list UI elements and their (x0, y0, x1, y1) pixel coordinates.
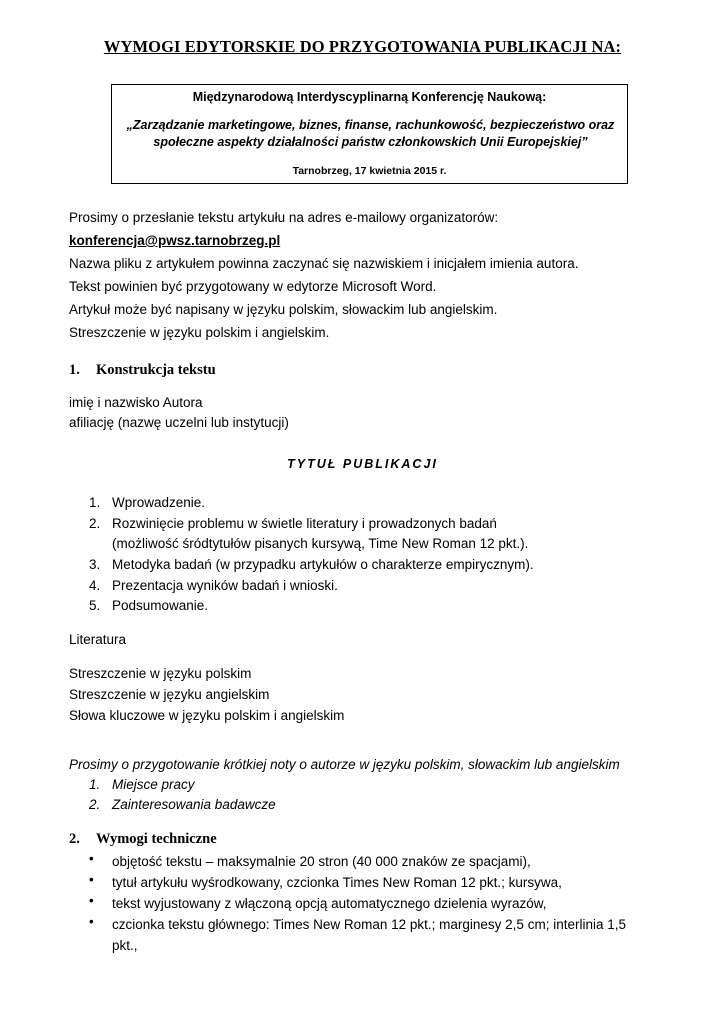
contact-email-link[interactable]: konferencja@pwsz.tarnobrzeg.pl (69, 233, 281, 248)
keywords-line: Słowa kluczowe w języku polskim i angielskim (69, 708, 345, 723)
list-item: 1. Miejsce pracy (89, 777, 195, 792)
list-item: 4. Prezentacja wyników badań i wnioski. (89, 578, 338, 593)
bullet-icon: • (89, 872, 94, 887)
section-2-heading (69, 831, 217, 848)
list-item: 1. Wprowadzenie. (89, 495, 206, 510)
summary-english-line: Streszczenie w języku angielskim (69, 687, 270, 702)
author-note-request: Prosimy o przygotowanie krótkiej noty o autorze w języku polskim, słowackim lub angielskim (69, 757, 620, 772)
intro-filename-rule: Nazwa pliku z artykułem powinna zaczynać się nazwiskiem i inicjałem imienia autora. (69, 256, 579, 271)
conference-box (111, 84, 628, 184)
list-item: 2. Zainteresowania badawcze (89, 797, 276, 812)
list-item: 2. Rozwinięcie problemu w świetle literatury i prowadzonych badań (89, 516, 497, 531)
conference-name: Międzynarodową Interdyscyplinarną Konferencję Naukową: (192, 90, 547, 104)
list-item: 5. Podsumowanie. (89, 598, 209, 613)
list-item: 3. Metodyka badań (w przypadku artykułów o charakterze empirycznym). (89, 557, 534, 572)
conference-topic: „Zarządzanie marketingowe, biznes, finanse, rachunkowość, bezpieczeństwo oraz społeczne aspekty działalności państw członkowskich Unii Europejskiej” (126, 118, 615, 149)
document-page: WYMOGI EDYTORSKIE DO PRZYGOTOWANIA PUBLIKACJI NA: Międzynarodową Interdyscyplinarną Konferencję Naukową: „Zarządzanie marketingowe, biznes, finanse, rachunkowość, bezpieczeństwo oraz społeczne aspekty działalności państw członkowskich Unii Europejskiej” Tarnobrzeg, 17 kwietnia 2015 r. Prosimy o przesłanie tekstu artykułu na adres e-mailowy organizatorów: konferencja@pwsz.tarnobrzeg.pl Nazwa pliku z artykułem powinna zaczynać się nazwiskiem i inicjałem imienia autora. Tekst powinien być przygotowany w edytorze Microsoft Word. Artykuł może być napisany w języku polskim, słowackim lub angielskim. Streszczenie w języku polskim i angielskim. 1. Konstrukcja tekstu imię i nazwisko Autora afiliację (nazwę uczelni lub instytucji) TYTUŁ PUBLIKACJI 1. Wprowadzenie. 2. Rozwinięcie problemu w świetle literatury i prowadzonych badań (możliwość śródtytułów pisanych kursywą, Time New Roman 12 pkt.). 3. Metodyka badań (w przypadku artykułów o charakterze empirycznym). 4. Prezentacja wyników badań i wnioski. 5. Podsumowanie. Literatura Streszczenie w języku polskim Streszczenie w języku angielskim Słowa kluczowe w języku polskim i angielskim Prosimy o przygotowanie krótkiej noty o autorze w języku polskim, słowackim lub angielskim 1. Miejsce pracy 2. Zainteresowania badawcze 2. Wymogi techniczne • objętość tekstu – maksymalnie 20 stron (40 000 znaków ze spacjami), • tytuł artykułu wyśrodkowany, czcionka Times New Roman 12 pkt.; kursywa, • tekst wyjustowany z włączoną opcją automatycznego dzielenia wyrazów, • czcionka tekstu głównego: Times New Roman 12 pkt.; marginesy 2,5 cm; interlinia 1,5 pkt., (0, 0, 725, 1024)
bullet-icon: • (89, 851, 94, 866)
literature-label: Literatura (69, 632, 127, 647)
list-item: (możliwość śródtytułów pisanych kursywą, Time New Roman 12 pkt.). (112, 536, 529, 551)
section-2-number: 2. (69, 831, 80, 847)
section-1-title: Konstrukcja tekstu (96, 362, 216, 378)
bullet-icon: • (89, 914, 94, 929)
publication-title-placeholder: TYTUŁ PUBLIKACJI (287, 457, 438, 471)
author-line: imię i nazwisko Autora (69, 395, 203, 410)
conference-date-place: Tarnobrzeg, 17 kwietnia 2015 r. (292, 165, 447, 177)
affiliation-line: afiliację (nazwę uczelni lub instytucji) (69, 415, 289, 430)
intro-summary-rule: Streszczenie w języku polskim i angielskim. (69, 325, 330, 340)
intro-language-rule: Artykuł może być napisany w języku polskim, słowackim lub angielskim. (69, 302, 498, 317)
section-1-number: 1. (69, 362, 80, 378)
section-2-title: Wymogi techniczne (96, 831, 217, 847)
intro-editor-rule: Tekst powinien być przygotowany w edytorze Microsoft Word. (69, 279, 437, 294)
summary-polish-line: Streszczenie w języku polskim (69, 666, 252, 681)
bullet-icon: • (89, 893, 94, 908)
document-title: WYMOGI EDYTORSKIE DO PRZYGOTOWANIA PUBLIKACJI NA: (103, 37, 622, 56)
intro-request: Prosimy o przesłanie tekstu artykułu na adres e-mailowy organizatorów: (69, 210, 499, 225)
section-1-heading (69, 362, 216, 379)
